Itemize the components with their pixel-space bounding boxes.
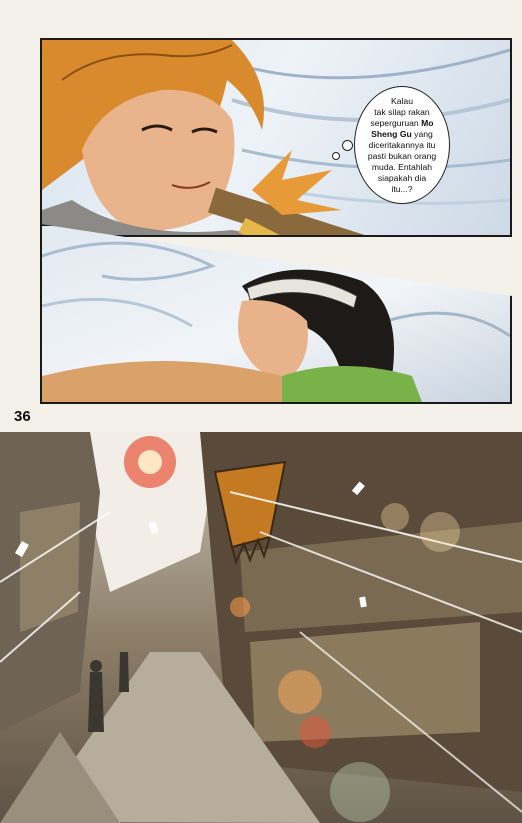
page-number: 36	[14, 408, 31, 425]
thought-dot	[332, 152, 340, 160]
bubble-line-9: itu...?	[391, 183, 413, 194]
thought-bubble	[354, 86, 450, 204]
panel-face-closeup	[40, 38, 512, 237]
bubble-line-1: Kalau	[391, 95, 413, 106]
thought-bubble-text	[368, 96, 436, 195]
bubble-line-5: diceritakannya itu	[368, 139, 436, 150]
bubble-line-3: seperguruan	[370, 117, 419, 128]
thought-dot	[342, 140, 353, 151]
bubble-line-2: tak silap rakan	[374, 106, 430, 117]
bubble-line-6: pasti bukan orang	[367, 150, 437, 161]
panel-boy-profile	[40, 224, 512, 404]
bubble-name-part-2: Sheng Gu	[371, 128, 412, 139]
bubble-line-7: muda. Entahlah	[371, 161, 433, 172]
bubble-line-8: siapakah dia	[377, 172, 427, 183]
panel-street-art	[0, 432, 522, 823]
bubble-line-4-suffix: yang	[414, 128, 433, 139]
panel-boy-art	[42, 226, 510, 402]
panel-street-scene	[0, 432, 522, 823]
bubble-name-part-1: Mo	[421, 117, 434, 128]
